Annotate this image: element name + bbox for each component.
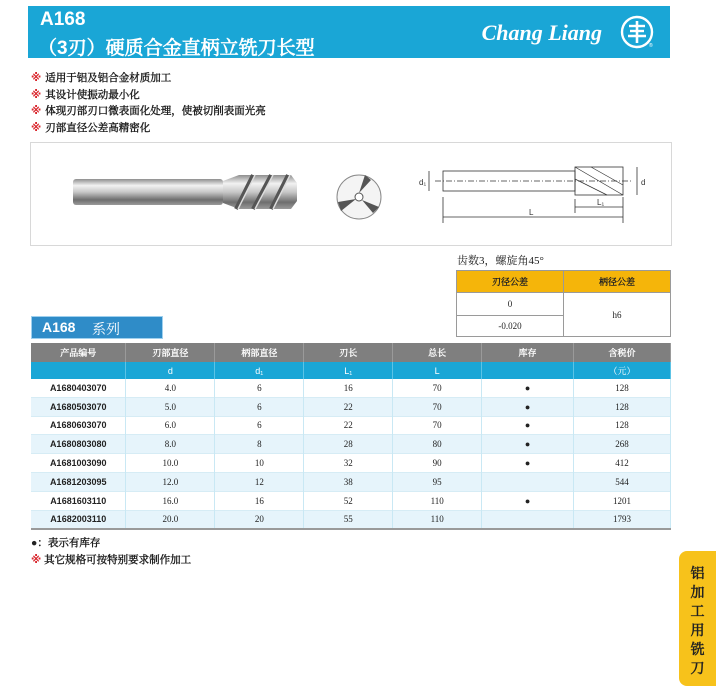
price: 544 (574, 472, 671, 491)
price: 268 (574, 435, 671, 454)
stock-indicator: ● (482, 379, 574, 397)
edge-diameter: 16.0 (126, 491, 215, 510)
edge-diameter: 10.0 (126, 454, 215, 473)
col-symbol: L (393, 362, 482, 379)
svg-text:®: ® (649, 43, 653, 49)
col-symbol (31, 362, 126, 379)
note-custom: ※ 其它规格可按特别要求制作加工 (31, 554, 192, 566)
edge-diameter: 8.0 (126, 435, 215, 454)
table-row (31, 510, 671, 529)
total-length: 70 (393, 379, 482, 397)
circled-feng-logo-icon (620, 15, 654, 49)
spec-caption: 齿数3，螺旋角45° (457, 255, 544, 267)
col-symbol: d (126, 362, 215, 379)
product-code: A1681203095 (31, 472, 126, 491)
shank-diameter: 6 (215, 416, 304, 435)
col-header-price: 含税价 (574, 343, 671, 362)
table-row (31, 472, 671, 491)
notes (31, 535, 191, 569)
shank-tolerance-header: 柄径公差 (564, 271, 671, 293)
col-header-shank-dia: 柄部直径 (215, 343, 304, 362)
edge-diameter: 6.0 (126, 416, 215, 435)
edge-tolerance-upper: 0 (457, 293, 564, 316)
edge-length: 32 (304, 454, 393, 473)
edge-length: 22 (304, 397, 393, 416)
feature-item: ※ 刃部直径公差高精密化 (31, 121, 151, 134)
feature-list (31, 70, 266, 136)
col-symbol (482, 362, 574, 379)
stock-indicator (482, 472, 574, 491)
product-code: A1681603110 (31, 491, 126, 510)
total-length: 95 (393, 472, 482, 491)
shank-diameter: 6 (215, 379, 304, 397)
shank-tolerance-value: h6 (564, 293, 671, 337)
stock-indicator: ● (482, 491, 574, 510)
stock-indicator: ● (482, 397, 574, 416)
total-length: 90 (393, 454, 482, 473)
stock-indicator: ● (482, 435, 574, 454)
col-symbol: L₁ (304, 362, 393, 379)
edge-diameter: 20.0 (126, 510, 215, 529)
price: 412 (574, 454, 671, 473)
end-view-drawing (337, 175, 381, 219)
table-row (31, 435, 671, 454)
col-header-code: 产品编号 (31, 343, 126, 362)
col-header-edge-dia: 刃部直径 (126, 343, 215, 362)
product-image-box (30, 142, 672, 246)
col-header-total-len: 总长 (393, 343, 482, 362)
shank-diameter: 12 (215, 472, 304, 491)
edge-tolerance-header: 刃径公差 (457, 271, 564, 293)
total-length: 110 (393, 510, 482, 529)
edge-diameter: 12.0 (126, 472, 215, 491)
note-stock: ●：表示有库存 (31, 537, 101, 549)
edge-length: 28 (304, 435, 393, 454)
label-L: L (529, 208, 534, 217)
shank-diameter: 6 (215, 397, 304, 416)
product-table (31, 343, 671, 530)
category-side-tab: 铝 加 工 用 铣 刀 (679, 551, 716, 686)
series-model: A168 (42, 319, 76, 335)
edge-length: 16 (304, 379, 393, 397)
series-text: 系列 (92, 321, 120, 337)
product-code: A1680603070 (31, 416, 126, 435)
label-L1: L₁ (597, 198, 605, 207)
table-row (31, 454, 671, 473)
table-row (31, 379, 671, 397)
stock-indicator (482, 510, 574, 529)
table-row (31, 416, 671, 435)
total-length: 110 (393, 491, 482, 510)
price: 128 (574, 379, 671, 397)
table-row (31, 491, 671, 510)
product-code: A1682003110 (31, 510, 126, 529)
table-row (31, 397, 671, 416)
end-mill-photo (73, 175, 297, 209)
price: 1201 (574, 491, 671, 510)
label-d1: d₁ (419, 178, 427, 187)
tolerance-table (456, 270, 671, 337)
col-symbol: d₁ (215, 362, 304, 379)
product-code: A1680403070 (31, 379, 126, 397)
shank-diameter: 20 (215, 510, 304, 529)
edge-length: 52 (304, 491, 393, 510)
edge-diameter: 4.0 (126, 379, 215, 397)
edge-tolerance-lower: -0.020 (457, 316, 564, 337)
price: 1793 (574, 510, 671, 529)
feature-item: ※ 体现刃部刃口微表面化处理，使被切削表面光亮 (31, 105, 266, 117)
product-illustration (31, 143, 671, 245)
col-header-stock: 库存 (482, 343, 574, 362)
total-length: 80 (393, 435, 482, 454)
product-code: A1681003090 (31, 454, 126, 473)
model-number: A168 (40, 9, 86, 30)
product-code: A1680803080 (31, 435, 126, 454)
product-title: （3刃）硬质合金直柄立铣刀长型 (38, 38, 315, 59)
feature-item: ※ 其设计使振动最小化 (31, 88, 140, 101)
product-code: A1680503070 (31, 397, 126, 416)
feature-item: ※ 适用于铝及铝合金材质加工 (31, 72, 172, 84)
brand-name: Chang Liang (481, 20, 602, 45)
series-label (31, 316, 163, 339)
price: 128 (574, 416, 671, 435)
shank-diameter: 10 (215, 454, 304, 473)
stock-indicator: ● (482, 454, 574, 473)
edge-length: 22 (304, 416, 393, 435)
col-header-edge-len: 刃长 (304, 343, 393, 362)
edge-diameter: 5.0 (126, 397, 215, 416)
header-banner (28, 6, 670, 58)
price: 128 (574, 397, 671, 416)
shank-diameter: 16 (215, 491, 304, 510)
total-length: 70 (393, 416, 482, 435)
col-symbol: （元） (574, 362, 671, 379)
shank-diameter: 8 (215, 435, 304, 454)
edge-length: 55 (304, 510, 393, 529)
stock-indicator: ● (482, 416, 574, 435)
edge-length: 38 (304, 472, 393, 491)
total-length: 70 (393, 397, 482, 416)
label-d: d (641, 178, 646, 187)
